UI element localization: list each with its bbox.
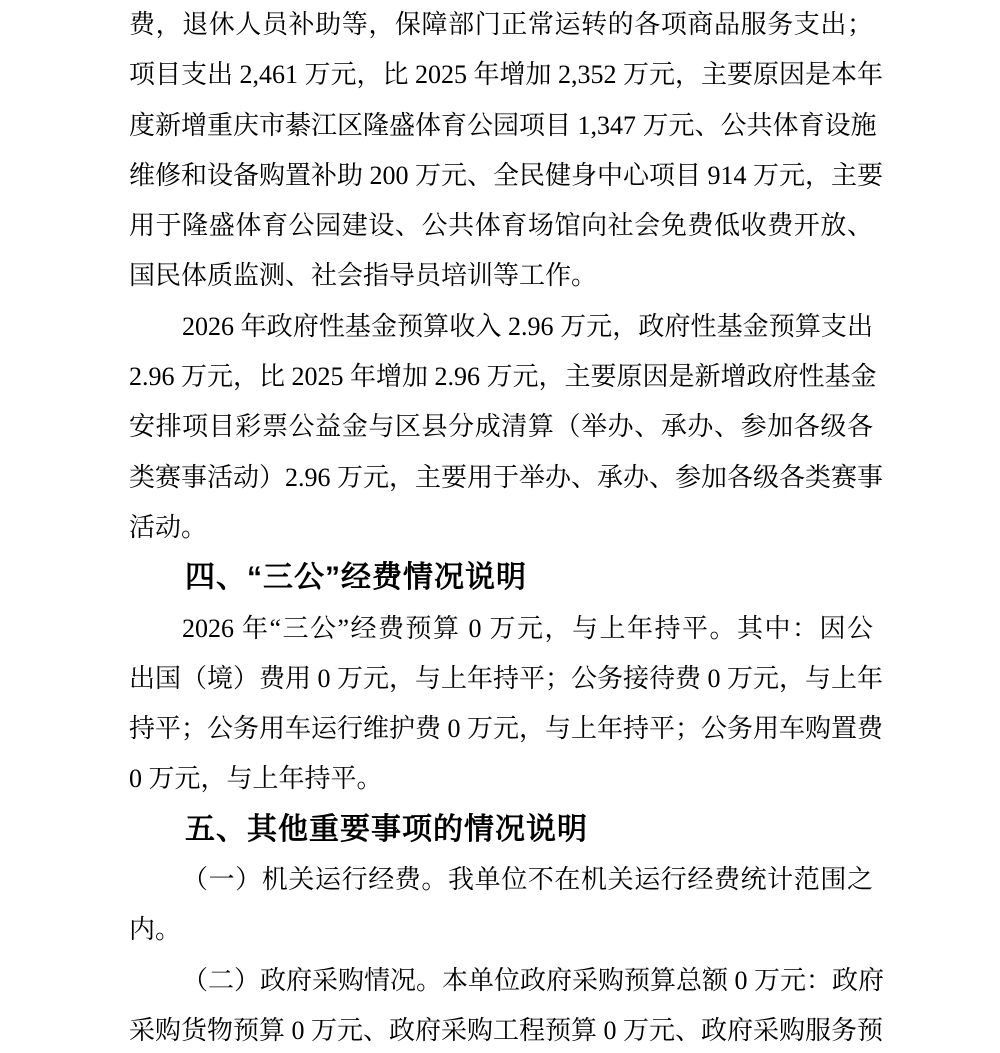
para-basic-expenditure-line: 项目支出 2,461 万元，比 2025 年增加 2,352 万元，主要原因是本年 [129, 60, 884, 90]
para-govt-fund-line: 2026 年政府性基金预算收入 2.96 万元，政府性基金预算支出 [182, 311, 873, 341]
para-government-procurement-line: 采购货物预算 0 万元、政府采购工程预算 0 万元、政府采购服务预 [129, 1015, 884, 1045]
para-three-public-line: 0 万元，与上年持平。 [129, 764, 383, 794]
para-basic-expenditure-line: 用于隆盛体育公园建设、公共体育场馆向社会免费低收费开放、 [129, 211, 873, 241]
para-three-public-line: 持平；公务用车运行维护费 0 万元，与上年持平；公务用车购置费 [129, 714, 884, 744]
para-government-procurement-line: （二）政府采购情况。本单位政府采购预算总额 0 万元：政府 [182, 965, 885, 995]
para-three-public-line: 2026 年“三公”经费预算 0 万元，与上年持平。其中：因公 [182, 613, 873, 643]
para-basic-expenditure-line: 维修和设备购置补助 200 万元、全民健身中心项目 914 万元，主要 [129, 160, 884, 190]
para-agency-operating-expense-line: （一）机关运行经费。我单位不在机关运行经费统计范围之 [182, 865, 873, 895]
heading-other-important-matters: 五、其他重要事项的情况说明 [185, 812, 588, 846]
para-basic-expenditure-line: 国民体质监测、社会指导员培训等工作。 [129, 261, 598, 291]
para-three-public-line: 出国（境）费用 0 万元，与上年持平；公务接待费 0 万元，与上年 [129, 663, 884, 693]
para-govt-fund-line: 2.96 万元，比 2025 年增加 2.96 万元，主要原因是新增政府性基金 [129, 362, 877, 392]
para-govt-fund-line: 安排项目彩票公益金与区县分成清算（举办、承办、参加各级各 [129, 412, 873, 442]
heading-three-public-expenses: 四、“三公”经费情况说明 [185, 561, 527, 595]
para-govt-fund-line: 类赛事活动）2.96 万元，主要用于举办、承办、参加各级各类赛事 [129, 462, 884, 492]
para-agency-operating-expense-line: 内。 [129, 915, 182, 945]
document-text-block [129, 0, 885, 1053]
para-basic-expenditure-line: 度新增重庆市綦江区隆盛体育公园项目 1,347 万元、公共体育设施 [129, 110, 877, 140]
para-basic-expenditure-line: 费，退休人员补助等，保障部门正常运转的各项商品服务支出； [129, 10, 873, 39]
para-govt-fund-line: 活动。 [129, 512, 208, 542]
